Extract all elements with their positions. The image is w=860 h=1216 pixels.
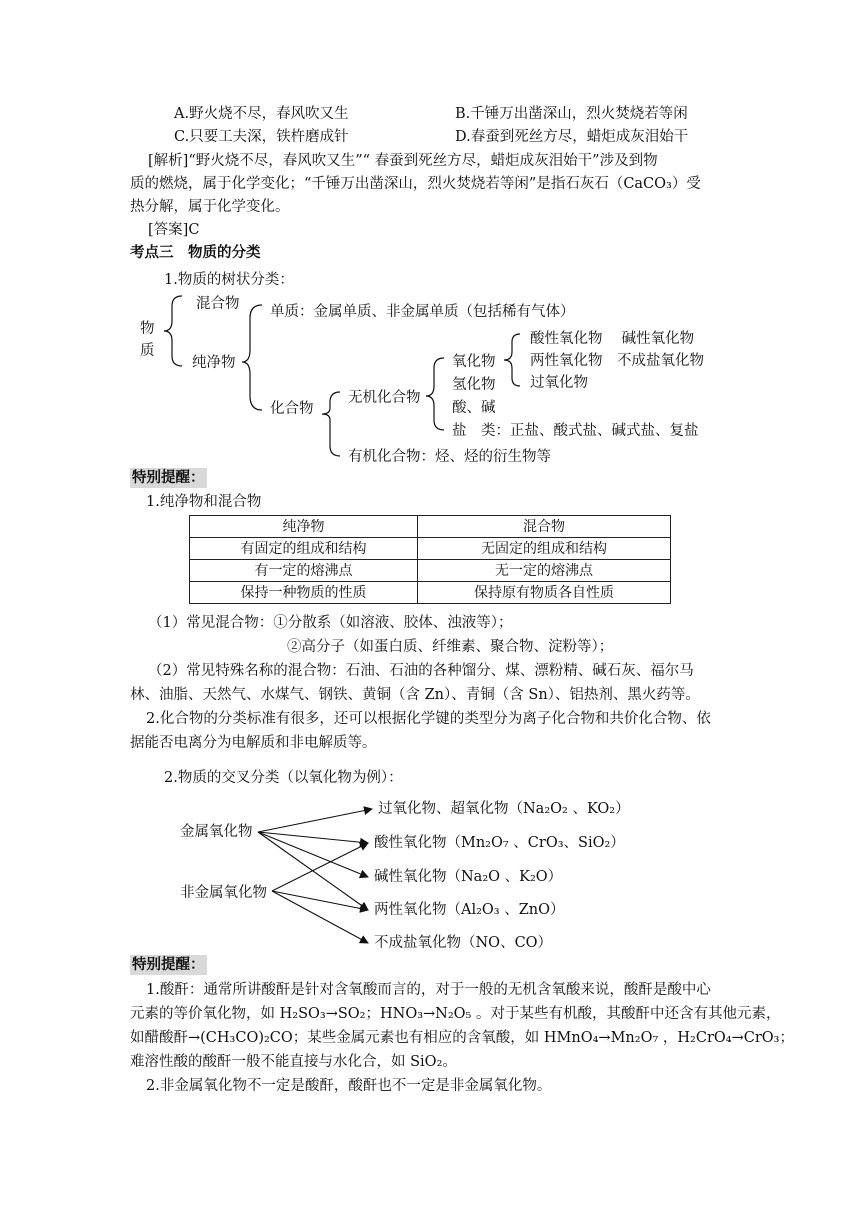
tree-organic: 有机化合物：烃、烃的衍生物等	[348, 449, 551, 465]
arrow	[258, 809, 372, 832]
table-cell: 有固定的组成和结构	[190, 538, 418, 560]
common-mixture-line: ②高分子（如蛋白质、纤维素、聚合物、淀粉等）；	[287, 639, 614, 655]
cross-source-nonmetal: 非金属氧化物	[180, 885, 267, 901]
reminder-badge: 特别提醒：	[132, 469, 205, 486]
special-mixture-line: 林、油脂、天然气、水煤气、钢铁、黄铜（含 Zn）、青铜（含 Sn）、铝热剂、黑火药等。	[130, 687, 700, 703]
cross-target: 两性氧化物（Al₂O₃ 、ZnO）	[374, 902, 565, 918]
choice-b: B.千锤万出凿深山，烈火焚烧若等闲	[455, 106, 688, 122]
arrow	[272, 843, 368, 891]
choice-d: D.春蚕到死丝方尽，蜡炬成灰泪始干	[455, 129, 689, 145]
anhydride-line: 难溶性酸的酸酐一般不能直接与水化合，如 SiO₂。	[130, 1054, 457, 1070]
table-header-cell: 纯净物	[190, 516, 418, 538]
table-header-cell: 混合物	[417, 516, 670, 538]
analysis-line: 热分解，属于化学变化。	[130, 199, 290, 215]
table-cell: 无固定的组成和结构	[417, 538, 670, 560]
cross-source-metal: 金属氧化物	[180, 824, 253, 840]
table-cell: 保持原有物质各自性质	[417, 582, 670, 604]
reminder-item: 2.化合物的分类标准有很多，还可以根据化学键的类型分为离子化合物和共价化合物、依	[146, 711, 711, 727]
arrow	[272, 891, 368, 910]
section-title: 考点三 物质的分类	[130, 244, 261, 261]
cross-target: 碱性氧化物（Na₂O 、K₂O）	[374, 869, 563, 885]
reminder-item: 1.纯净物和混合物	[146, 494, 262, 510]
analysis-line: 质的燃烧，属于化学变化；“千锤万出凿深山，烈火焚烧若等闲”是指石灰石（CaCO₃）受	[130, 176, 701, 192]
tree-salt: 盐 类：正盐、酸式盐、碱式盐、复盐	[452, 423, 699, 439]
reminder-item: 2.非金属氧化物不一定是酸酐，酸酐也不一定是非金属氧化物。	[146, 1078, 552, 1094]
special-mixture-line: （2）常见特殊名称的混合物：石油、石油的各种馏分、煤、漂粉精、碱石灰、福尔马	[148, 663, 694, 679]
tree-oxide-row: 过氧化物	[530, 375, 588, 391]
tree-pure: 纯净物	[192, 355, 236, 371]
tree-hydride: 氢化物	[452, 377, 496, 393]
arrow	[272, 891, 368, 943]
tree-mixture: 混合物	[196, 296, 240, 312]
anhydride-line: 元素的等价氧化物，如 H₂SO₃→SO₂；HNO₃→N₂O₅ 。对于某些有机酸，其酸酐中还含有其他元素，	[130, 1006, 781, 1022]
choice-a: A.野火烧不尽，春风吹又生	[174, 106, 349, 122]
anhydride-line: 1.酸酐：通常所讲酸酐是针对含氧酸而言的，对于一般的无机含氧酸来说，酸酐是酸中心	[146, 982, 711, 998]
table-cell: 有一定的熔沸点	[190, 560, 418, 582]
reminder-item: 据能否电离分为电解质和非电解质等。	[130, 735, 377, 751]
tree-root-char: 质	[140, 343, 155, 359]
tree-inorganic: 无机化合物	[348, 390, 421, 406]
tree-element: 单质：金属单质、非金属单质（包括稀有气体）	[270, 304, 575, 320]
table-cell: 保持一种物质的性质	[190, 582, 418, 604]
table-cell: 无一定的熔沸点	[417, 560, 670, 582]
tree-heading: 1.物质的树状分类：	[164, 272, 294, 288]
cross-heading: 2.物质的交叉分类（以氧化物为例）：	[164, 770, 403, 786]
arrow	[258, 832, 368, 843]
reminder-badge: 特别提醒：	[132, 956, 205, 973]
answer: [答案]C	[148, 222, 200, 238]
tree-oxide-row: 酸性氧化物 碱性氧化物	[530, 331, 695, 347]
cross-target: 不成盐氧化物（NO、CO）	[374, 935, 553, 951]
tree-compound: 化合物	[270, 401, 314, 417]
choice-c: C.只要工夫深，铁杵磨成针	[174, 129, 349, 145]
cross-target: 过氧化物、超氧化物（Na₂O₂ 、KO₂）	[378, 801, 630, 817]
common-mixture-line: （1）常见混合物：①分散系（如溶液、胶体、浊液等）；	[148, 615, 513, 631]
anhydride-line: 如醋酸酐→(CH₃CO)₂CO；某些金属元素也有相应的含氧酸，如 HMnO₄→Mn₂O₇ ，H₂CrO₄→CrO₃；	[130, 1030, 794, 1046]
cross-target: 酸性氧化物（Mn₂O₇ 、CrO₃、SiO₂）	[374, 835, 625, 851]
tree-acid-base: 酸、碱	[452, 400, 496, 416]
tree-root-char: 物	[140, 321, 155, 337]
tree-oxide: 氧化物	[452, 354, 496, 370]
analysis-line: [解析]“野火烧不尽，春风吹又生”“ 春蚕到死丝方尽，蜡炬成灰泪始干”涉及到物	[148, 153, 658, 169]
tree-oxide-row: 两性氧化物 不成盐氧化物	[530, 353, 704, 369]
